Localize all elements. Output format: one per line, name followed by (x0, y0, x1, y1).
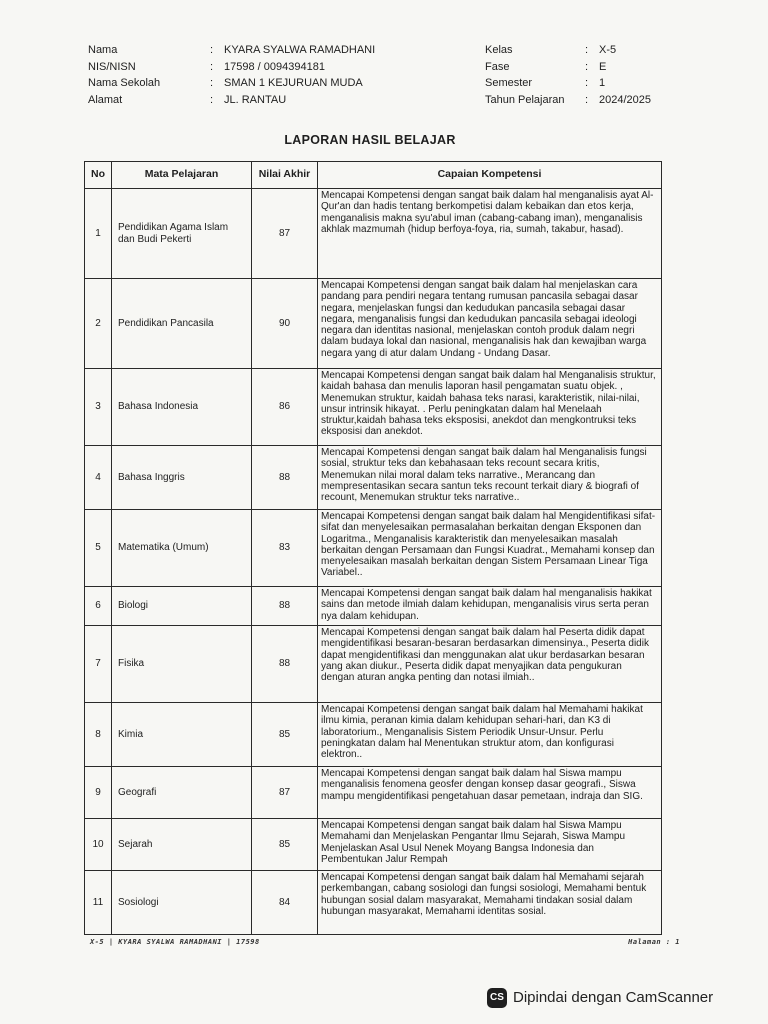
student-info-right (485, 42, 651, 108)
semester-value: 1 (599, 77, 606, 89)
table-row (85, 510, 662, 587)
table-row (85, 446, 662, 510)
row-competency: Mencapai Kompetensi dengan sangat baik dalam hal Memahami sejarah perkembangan, cabang sosiologi dan fungsi sosiologi, Memahami bentuk hubungan sosial dalam masyarakat, Memahami tindakan sosial dalam hubungan masyarakat, Memahami identitas sosial. (318, 871, 662, 935)
nama-label: Nama (88, 44, 118, 56)
row-competency: Mencapai Kompetensi dengan sangat baik dalam hal Siswa mampu menganalisis fenomena geosfer dengan konsep dasar geografi., Siswa mampu mengidentifikasi pengetahuan dasar pemetaan, indraja dan SIG. (318, 767, 662, 819)
info-row-nama: Nama : KYARA SYALWA RAMADHANI (88, 42, 375, 59)
row-subject: Matematika (Umum) (112, 510, 252, 587)
row-score: 88 (252, 446, 318, 510)
tahun-label: Tahun Pelajaran (485, 93, 565, 106)
table-row (85, 279, 662, 369)
row-competency: Mencapai Kompetensi dengan sangat baik dalam hal menganalisis hakikat sains dan metode ilmiah dalam kehidupan, menganalisis virus serta peran nya dalam kehidupan. (318, 587, 662, 626)
row-no: 7 (85, 626, 112, 703)
row-no: 11 (85, 871, 112, 935)
row-score: 87 (252, 767, 318, 819)
row-no: 5 (85, 510, 112, 587)
row-no: 4 (85, 446, 112, 510)
row-competency: Mencapai Kompetensi dengan sangat baik dalam hal Menganalisis struktur, kaidah bahasa dan menulis laporan hasil pengamatan suatu objek. , Menemukan struktur, kaidah bahasa teks narasi, karakteristik, nilai-nilai, unsur intrinsik hikayat. . Perlu peningkatan dalam hal Menelaah struktur,kaidah bahasa teks eksposisi, anekdot dan mengkontruksi teks eksposisi dan anekdot. (318, 369, 662, 446)
header-subject: Mata Pelajaran (112, 162, 252, 189)
row-no: 1 (85, 189, 112, 279)
row-score: 87 (252, 189, 318, 279)
row-no: 8 (85, 703, 112, 767)
table-row (85, 871, 662, 935)
sekolah-label: Nama Sekolah (88, 77, 161, 89)
row-competency: Mencapai Kompetensi dengan sangat baik dalam hal Peserta didik dapat mengidentifikasi besaran-besaran berdasarkan dimensinya., Peserta didik dapat mengidentifikasi dan menggunakan alat ukur berdasarkan besaran yang akan diukur., Peserta didik dapat menyajikan data pengukuran dengan aturan angka penting dan notasi ilmiah.. (318, 626, 662, 703)
row-score: 86 (252, 369, 318, 446)
row-competency: Mencapai Kompetensi dengan sangat baik dalam hal Mengidentifikasi sifat-sifat dan menyelesaikan permasalahan berkaitan dengan Eksponen dan Logaritma., Menganalisis karakteristik dan menyelesaikan masalah berkaitan dengan Persamaan dan Fungsi Kuadrat., Memahami konsep dan menyelesaikan masalah berkaitan dengan Sistem Persamaan Linear Tiga Variabel.. (318, 510, 662, 587)
row-no: 10 (85, 819, 112, 871)
info-row-nis: NIS/NISN : 17598 / 0094394181 (88, 59, 375, 76)
nis-label: NIS/NISN (88, 60, 136, 73)
row-subject: Pendidikan Pancasila (112, 279, 252, 369)
report-title: LAPORAN HASIL BELAJAR (284, 133, 456, 147)
row-score: 83 (252, 510, 318, 587)
table-header-row (85, 162, 662, 189)
header-score: Nilai Akhir (252, 162, 318, 189)
table-row (85, 819, 662, 871)
row-score: 85 (252, 703, 318, 767)
row-subject: Kimia (112, 703, 252, 767)
row-score: 85 (252, 819, 318, 871)
row-competency: Mencapai Kompetensi dengan sangat baik dalam hal menjelaskan cara pandang para pendiri negara tentang rumusan pancasila sebagai dasar negara, menjelaskan fungsi dan kedudukan pancasila sebagai dasar negara, menganalisis fungsi dan kedudukan pancasila sebagai ideologi negara dan identitas nasional, menjelaskan contoh produk dalam negri dalam budaya lokal dan nasional, menganalisis hak dan kewajiban warga negara yang di atur dalam Undang - Undang Dasar. (318, 279, 662, 369)
info-row-sekolah: Nama Sekolah : SMAN 1 KEJURUAN MUDA (88, 75, 375, 92)
table-row (85, 587, 662, 626)
semester-label: Semester (485, 77, 533, 89)
table-row (85, 703, 662, 767)
row-no: 6 (85, 587, 112, 626)
row-competency: Mencapai Kompetensi dengan sangat baik dalam hal Menganalisis fungsi sosial, struktur teks dan kebahasaan teks recount secara kritis, Menemukan nilai moral dalam teks narrative., Merancang dan mempresentasikan secara santun teks recount terkait diary & biografi of recount, Menemukan struktur teks narrative.. (318, 446, 662, 510)
nama-value: KYARA SYALWA RAMADHANI (224, 44, 376, 56)
alamat-label: Alamat (88, 93, 123, 106)
info-row-semester: Semester : 1 (485, 75, 651, 92)
row-score: 84 (252, 871, 318, 935)
info-row-alamat: Alamat : JL. RANTAU (88, 92, 375, 109)
row-competency: Mencapai Kompetensi dengan sangat baik dalam hal Siswa Mampu Memahami dan Menjelaskan Pengantar Ilmu Sejarah, Siswa Mampu Menjelaskan Asal Usul Nenek Moyang Bangsa Indonesia dan Pembentukan Jalur Rempah (318, 819, 662, 871)
row-subject: Geografi (112, 767, 252, 819)
camscanner-watermark: Dipindai dengan CamScanner (513, 989, 714, 1006)
row-score: 88 (252, 626, 318, 703)
student-info-left (88, 42, 375, 108)
table-row (85, 369, 662, 446)
row-competency: Mencapai Kompetensi dengan sangat baik dalam hal menganalisis ayat Al-Qur'an dan hadis tentang berkompetisi dalam kebaikan dan etos kerja, menganalisis makna syu'abul iman (cabang-cabang iman), menganalisis akhlak mazmumah (hidup berfoya-foya, ria, sumah, takabur, hasad). (318, 189, 662, 279)
info-row-kelas: Kelas : X-5 (485, 42, 651, 59)
table-row (85, 626, 662, 703)
fase-label: Fase (485, 60, 510, 73)
tahun-value: 2024/2025 (599, 93, 651, 106)
camscanner-logo-icon: CS (487, 988, 507, 1008)
row-subject: Sosiologi (112, 871, 252, 935)
row-subject: Biologi (112, 587, 252, 626)
nis-value: 17598 / 0094394181 (224, 60, 325, 73)
header-competency: Capaian Kompetensi (318, 162, 662, 189)
grades-table (84, 161, 662, 935)
row-subject: Bahasa Indonesia (112, 369, 252, 446)
header-no: No (85, 162, 112, 189)
row-no: 3 (85, 369, 112, 446)
row-subject: Bahasa Inggris (112, 446, 252, 510)
alamat-value: JL. RANTAU (224, 93, 287, 106)
row-competency: Mencapai Kompetensi dengan sangat baik dalam hal Memahami hakikat ilmu kimia, peranan kimia dalam kehidupan sehari-hari, dan K3 di laboratorium., Menganalisis Sistem Periodik Unsur-Unsur. Perlu peningkatan dalam hal Menentukan struktur atom, dan konfigurasi elektron.. (318, 703, 662, 767)
row-subject: Pendidikan Agama Islam dan Budi Pekerti (112, 189, 252, 279)
info-row-fase: Fase : E (485, 59, 651, 76)
kelas-label: Kelas (485, 44, 513, 56)
table-row (85, 767, 662, 819)
row-no: 2 (85, 279, 112, 369)
page-footer (90, 938, 680, 946)
row-score: 88 (252, 587, 318, 626)
footer-page-number: Halaman : 1 (628, 938, 680, 946)
info-row-tahun: Tahun Pelajaran : 2024/2025 (485, 92, 651, 109)
row-no: 9 (85, 767, 112, 819)
fase-value: E (599, 60, 607, 73)
row-subject: Fisika (112, 626, 252, 703)
row-score: 90 (252, 279, 318, 369)
table-row (85, 189, 662, 279)
sekolah-value: SMAN 1 KEJURUAN MUDA (224, 77, 363, 89)
row-subject: Sejarah (112, 819, 252, 871)
kelas-value: X-5 (599, 44, 617, 56)
footer-student-info: X-5 | KYARA SYALWA RAMADHANI | 17598 (90, 938, 260, 946)
